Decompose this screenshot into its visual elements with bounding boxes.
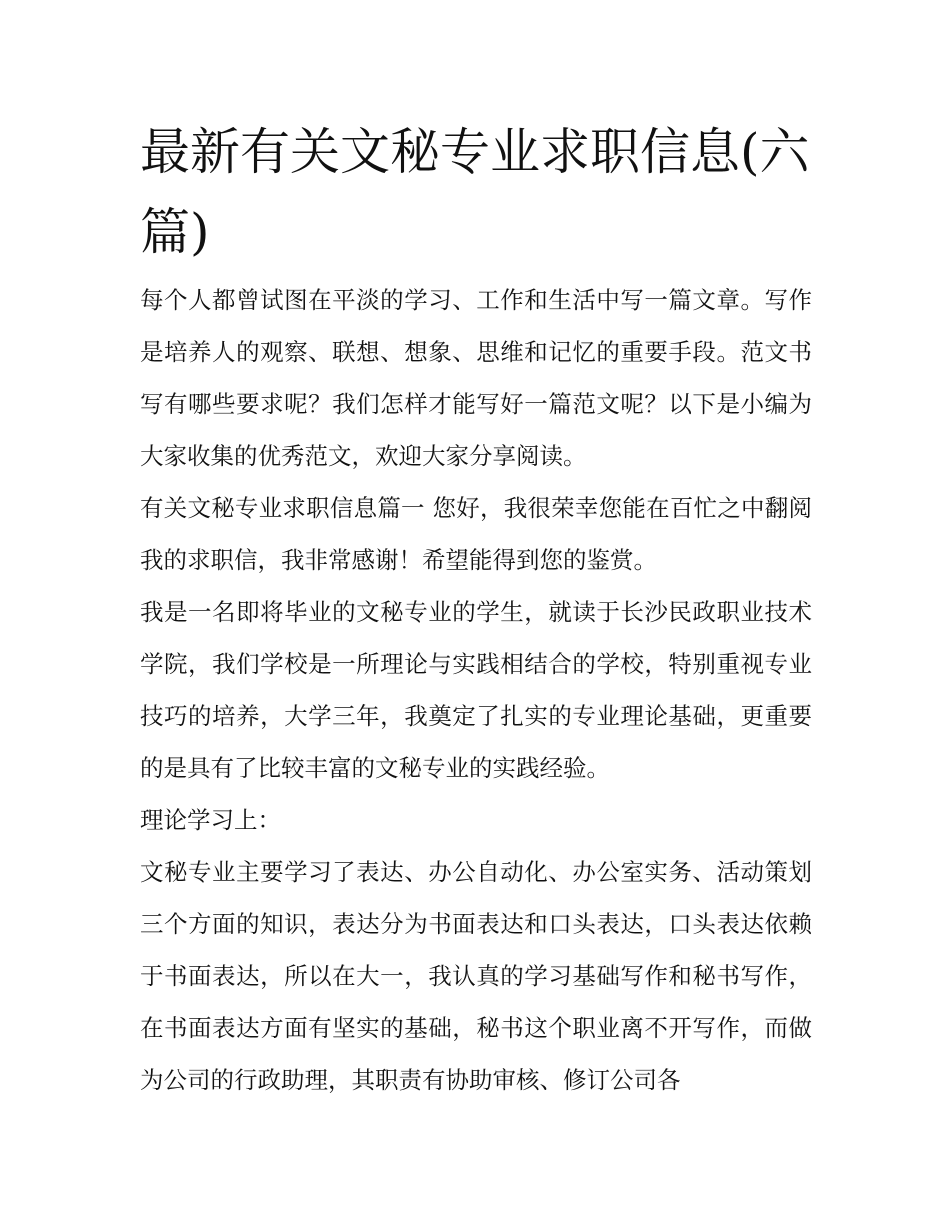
self-introduction-paragraph: 我是一名即将毕业的文秘专业的学生，就读于长沙民政职业技术学院，我们学校是一所理论与实践相结合的学校，特别重视专业技巧的培养，大学三年，我奠定了扎实的专业理论基础，更重要的是具有了比较丰富的文秘专业的实践经验。 (140, 598, 812, 782)
greeting-paragraph: 有关文秘专业求职信息篇一 您好，我很荣幸您能在百忙之中翻阅我的求职信，我非常感谢！希望能得到您的鉴赏。 (140, 494, 812, 574)
study-details-paragraph: 文秘专业主要学习了表达、办公自动化、办公室实务、活动策划三个方面的知识，表达分为书面表达和口头表达，口头表达依赖于书面表达，所以在大一，我认真的学习基础写作和秘书写作，在书面表达方面有坚实的基础，秘书这个职业离不开写作，而做为公司的行政助理，其职责有协助审核、修订公司各 (140, 858, 812, 1094)
document-title: 最新有关文秘专业求职信息(六篇) (140, 123, 810, 261)
section-heading: 理论学习上： (140, 806, 281, 834)
document-body (140, 274, 812, 1106)
intro-paragraph: 每个人都曾试图在平淡的学习、工作和生活中写一篇文章。写作是培养人的观察、联想、想象、思维和记忆的重要手段。范文书写有哪些要求呢？我们怎样才能写好一篇范文呢？以下是小编为大家收集的优秀范文，欢迎大家分享阅读。 (140, 286, 812, 470)
